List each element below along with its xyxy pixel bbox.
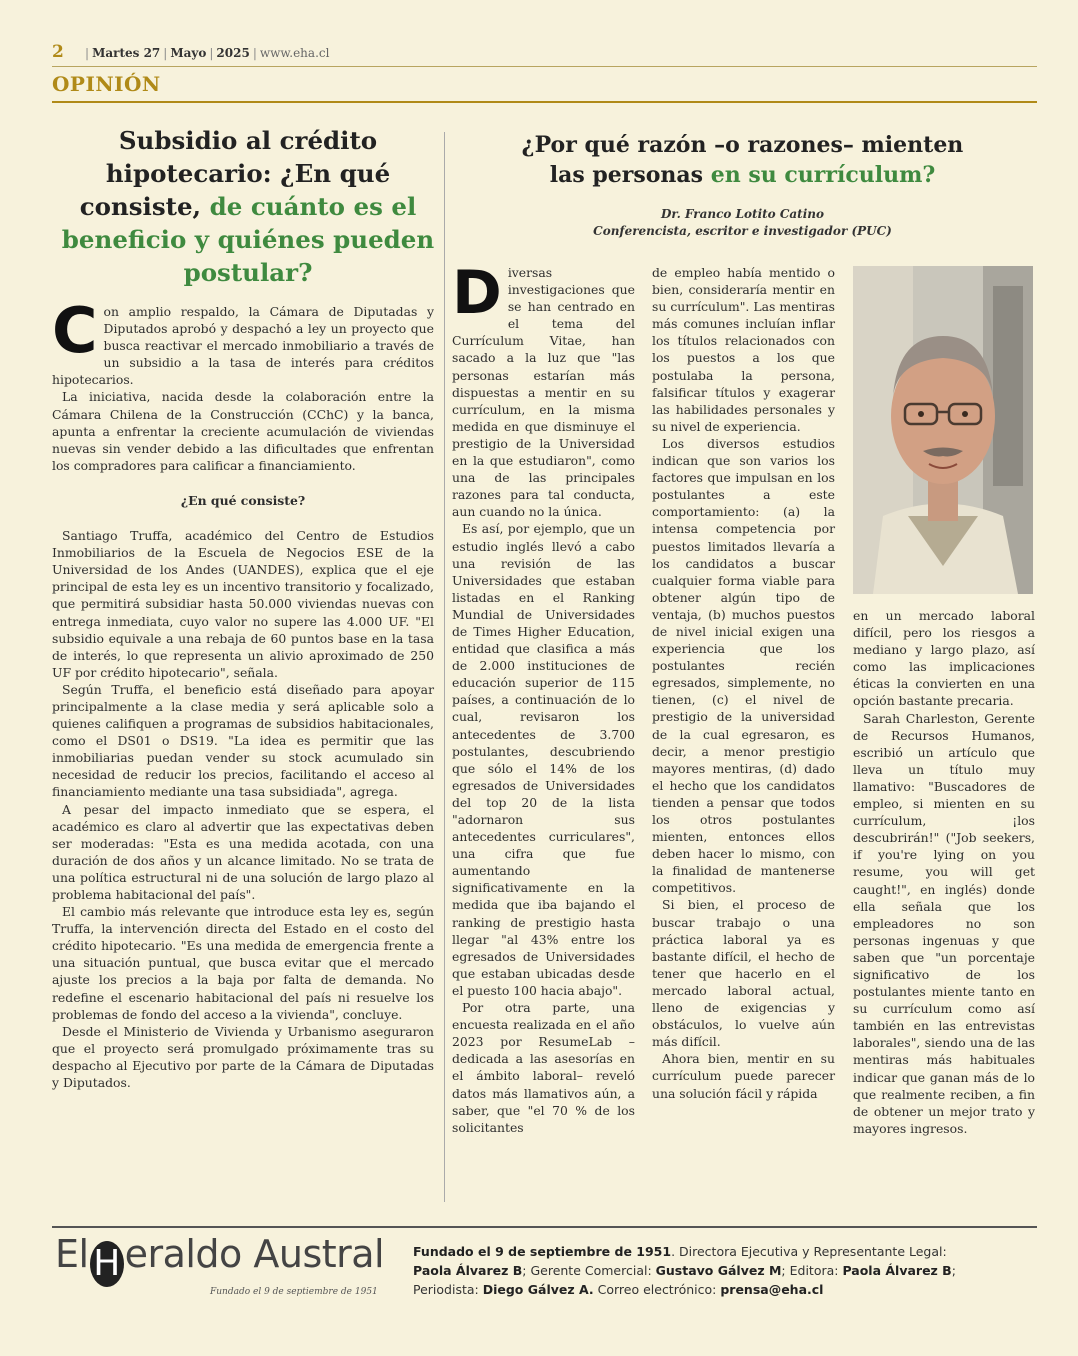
- right-dropcap: D: [452, 258, 502, 328]
- author-name: Dr. Franco Lotito Catino: [660, 207, 825, 221]
- author-byline: [470, 206, 1015, 240]
- left-paragraph-3: Santiago Truffa, académico del Centro de Estudios Inmobiliarios de la Escuela de Negocios ESE de la Universidad de los Andes (UANDES), explica que el eje principal de esta ley es un incentivo transitorio y focalizado, que permitirá subsidiar hasta 50.000 viviendas nuevas con entrega inmediata, cuyo valor no supere las 4.000 UF. "El subsidio equivale a una rebaja de 60 puntos base en la tasa de interés, lo que representa un alivio aproximado de 250 UF por crédito hipotecario", señala.: [52, 528, 434, 680]
- newspaper-logo: [55, 1232, 400, 1292]
- logo-h-mark: H: [90, 1241, 124, 1287]
- header-rule: [52, 66, 1037, 67]
- logo-rest: eraldo Austral: [124, 1232, 385, 1276]
- right-title-black-2: las personas: [549, 162, 704, 188]
- right-column-2: [652, 264, 835, 1102]
- footer-journalist: Diego Gálvez A.: [482, 1282, 594, 1297]
- left-paragraph-2: La iniciativa, nacida desde la colaboración entre la Cámara Chilena de la Construcción (CChC) y la banca, apunta a enfrentar la creciente acumulación de viviendas nuevas sin vender debido a las dificultades que enfrentan los compradores para calificar a financiamiento.: [52, 389, 434, 473]
- left-article-body: [52, 294, 434, 1091]
- right-c2-paragraph-4: Ahora bien, mentir en su currículum puede parecer una solución fácil y rápida: [652, 1051, 835, 1101]
- footer-text-6: Correo electrónico:: [593, 1282, 721, 1297]
- logo-subtitle: Fundado el 9 de septiembre de 1951: [210, 1287, 378, 1297]
- header-site[interactable]: www.eha.cl: [259, 46, 330, 60]
- section-rule: [52, 101, 1037, 103]
- right-title-line-1: ¿Por qué razón –o razones– mienten: [521, 132, 964, 158]
- left-title-green: de cuánto es el beneficio y quiénes pueden postular?: [61, 192, 435, 287]
- left-paragraph-4: Según Truffa, el beneficio está diseñado para apoyar principalmente a la clase media y será aplicable solo a quienes califiquen a programas de subsidios habitacionales, como el DS01 o DS19. "La idea es permitir que las inmobiliarias puedan vender su stock acumulado sin necesidad de reducir los precios, facilitando el acceso al financiamiento mediante una tasa subsidiada", agrega.: [52, 681, 434, 800]
- header-weekday: Martes 27: [92, 46, 161, 60]
- header-month: Mayo: [170, 46, 207, 60]
- footer-director: Paola Álvarez B: [413, 1263, 523, 1278]
- page-number: 2: [52, 42, 64, 62]
- left-paragraph-7: Desde el Ministerio de Vivienda y Urbanismo aseguraron que el proyecto será promulgado próximamente tras su despacho al Ejecutivo por parte de la Cámara de Diputadas y Diputados.: [52, 1023, 434, 1091]
- left-paragraph-6: El cambio más relevante que introduce esta ley es, según Truffa, la intervención directa del Estado en el costo del crédito hipotecario. "Es una medida de emergencia frente a una situación puntual, que busca evitar que el mercado ajuste los precios a la baja por falta de demanda. No redefine el escenario habitacional del país ni resuelve los problemas de fondo del acceso a la vivienda", concluye.: [52, 904, 434, 1022]
- footer-credits: [413, 1242, 1038, 1299]
- author-portrait-image: [853, 266, 1033, 594]
- section-title: OPINIÓN: [52, 72, 161, 96]
- footer-email[interactable]: prensa@eha.cl: [720, 1282, 824, 1297]
- author-photo: [853, 266, 1033, 594]
- left-article-title: [60, 124, 436, 289]
- logo-el: El: [55, 1232, 89, 1276]
- footer-text-4: ;: [951, 1263, 956, 1278]
- author-role: Conferencista, escritor e investigador (PUC): [593, 224, 892, 238]
- right-c3-paragraph-2: Sarah Charleston, Gerente de Recursos Humanos, escribió un artículo que lleva un título muy llamativo: "Buscadores de empleo, si mienten en su currículum, ¡los descubrirán!" ("Job seekers, if you're lying on you resume, you will get caught!", en inglés) donde ella señala que los empleadores no son personas ingenuas y que saben que "un porcentaje significativo de los postulantes miente tanto en su currículum como así también en las entrevistas laborales", siendo una de las mentiras más habituales indicar que ganan más de lo que realmente reciben, a fin de obtener un mejor trato y mayores ingresos.: [853, 710, 1035, 1136]
- left-title-black: Subsidio al crédito hipotecario: ¿En qué consiste,: [79, 126, 391, 221]
- footer-rule: [52, 1226, 1037, 1228]
- right-column-3: [853, 607, 1035, 1137]
- footer-text-1: . Directora Ejecutiva y Representante Legal:: [671, 1244, 947, 1259]
- right-article-title: [470, 130, 1015, 190]
- right-title-green: en su currículum?: [710, 162, 936, 188]
- left-paragraph-1: on amplio respaldo, la Cámara de Diputadas y Diputados aprobó y despachó a ley un proyecto que busca reactivar el mercado inmobiliario a través de un subsidio a la tasa de interés para créditos hipotecarios.: [52, 304, 434, 388]
- footer-editor: Paola Álvarez B: [842, 1263, 952, 1278]
- footer-manager: Gustavo Gálvez M: [655, 1263, 782, 1278]
- footer-text-3: ; Editora:: [781, 1263, 843, 1278]
- footer-text-5: Periodista:: [413, 1282, 483, 1297]
- right-c2-paragraph-1: de empleo había mentido o bien, consideraría mentir en su currículum". Las mentiras más comunes incluían inflar los títulos relacionados con los puestos a los que postulaba la persona, falsificar títulos y exagerar las habilidades personales y su nivel de experiencia.: [652, 265, 835, 434]
- left-subhead: ¿En qué consiste?: [180, 492, 306, 508]
- page-header: 2 | Martes 27 | Mayo | 2025 | www.eha.cl: [52, 42, 330, 62]
- right-c3-paragraph-1: en un mercado laboral difícil, pero los riesgos a mediano y largo plazo, así como las implicaciones éticas la convierten en una opción bastante precaria.: [853, 608, 1035, 709]
- footer-founded: Fundado el 9 de septiembre de 1951: [413, 1244, 672, 1259]
- right-c2-paragraph-2: Los diversos estudios indican que son varios los factores que impulsan en los postulantes a este comportamiento: (a) la intensa competencia por puestos limitados llevaría a los candidatos a buscar cualquier forma viable para obtener algún tipo de ventaja, (b) muchos puestos de nivel inicial exigen una experiencia que los postulantes recién egresados, simplemente, no tienen, (c) el nivel de prestigio de la universidad de la cual egresaron, es decir, a menor prestigio mayores mentiras, (d) dado el hecho que los candidatos tienden a pensar que todos los otros postulantes mienten, entonces ellos deben hacer lo mismo, con la finalidad de mantenerse competitivos.: [652, 435, 835, 896]
- left-dropcap: C: [52, 294, 98, 367]
- right-c1-paragraph-1: iversas investigaciones que se han centrado en el tema del Currículum Vitae, han sacado a la luz que "las personas estarían más dispuestas a mentir en su currículum, en la misma medida en que disminuye el prestigio de la Universidad en la que estudiaron", como una de las principales razones para tal conducta, aun cuando no la única.: [452, 265, 635, 520]
- right-c2-paragraph-3: Si bien, el proceso de buscar trabajo o una práctica laboral ya es bastante difícil, el hecho de tener que hacerlo en el mercado laboral actual, lleno de exigencias y obstáculos, lo vuelve aún más difícil.: [652, 897, 835, 1050]
- left-paragraph-5: A pesar del impacto inmediato que se espera, el académico es claro al advertir que las expectativas deben ser moderadas: "Esta es una medida acotada, con una duración de dos años y un alcance limitado. No se trata de una política estructural ni de una solución de largo plazo al problema habitacional del país".: [52, 801, 434, 902]
- right-c1-paragraph-3: Por otra parte, una encuesta realizada en el año 2023 por ResumeLab –dedicada a las asesorías en el ámbito laboral– reveló datos más llamativos aún, a saber, que "el 70 % de los solicitantes: [452, 1000, 635, 1135]
- column-divider: [444, 132, 445, 1202]
- footer-text-2: ; Gerente Comercial:: [522, 1263, 656, 1278]
- right-column-1: [452, 258, 635, 1136]
- right-c1-paragraph-2: Es así, por ejemplo, que un estudio inglés llevó a cabo una revisión de las Universidades que estaban listadas en el Ranking Mundial de Universidades de Times Higher Education, entidad que clasifica a más de 2.000 instituciones de educación superior de 115 países, a continuación de lo cual, revisaron los antecedentes de 3.700 postulantes, descubriendo que sólo el 14% de los egresados de Universidades del top 20 de la lista "adornaron sus antecedentes curriculares", una cifra que fue aumentando significativamente en la medida que iba bajando el ranking de prestigio hasta llegar "al 43% entre los egresados de Universidades que estaban ubicadas desde el puesto 100 hacia abajo".: [452, 521, 635, 998]
- header-year: 2025: [216, 46, 250, 60]
